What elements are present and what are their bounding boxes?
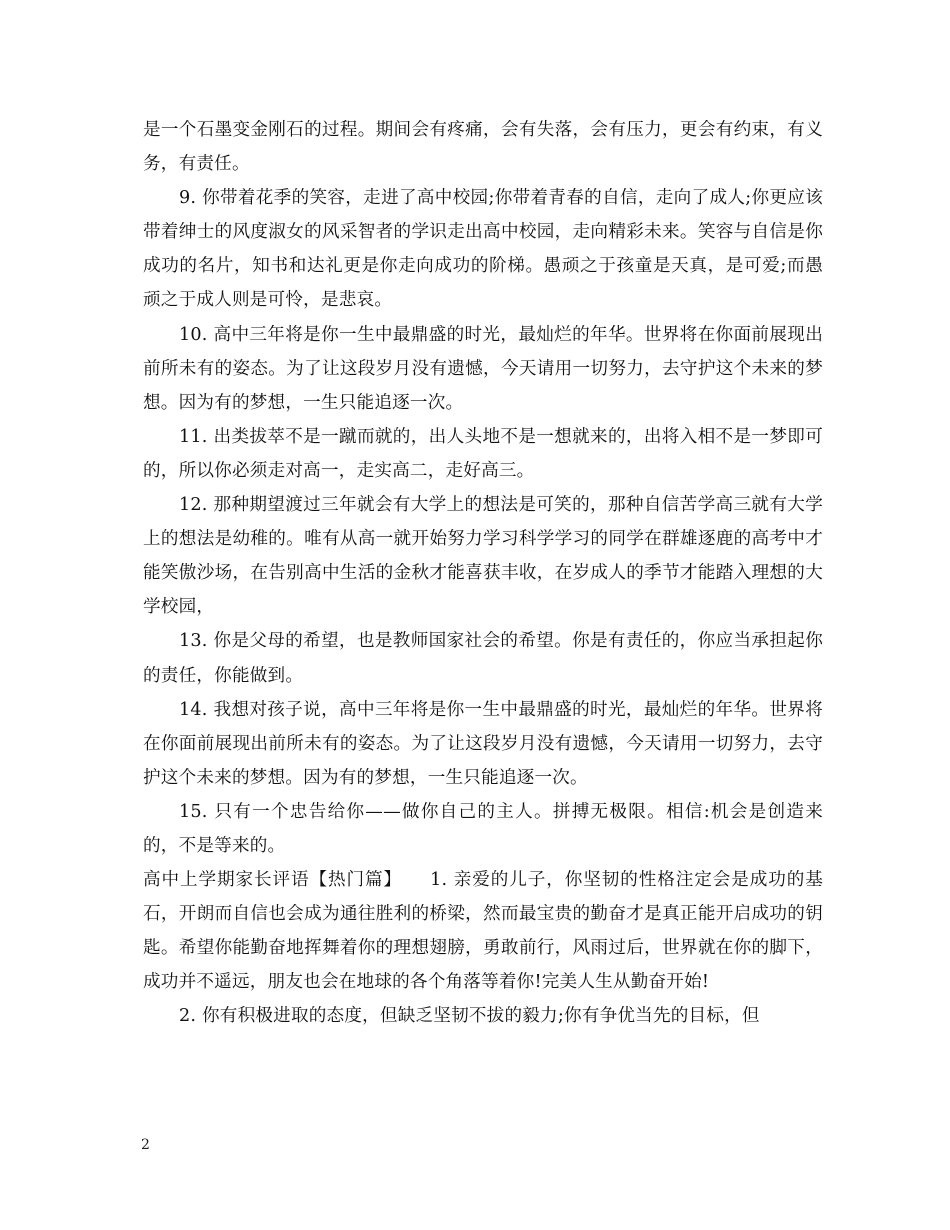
paragraph: 10. 高中三年将是你一生中最鼎盛的时光，最灿烂的年华。世界将在你面前展现出前所未有的姿态。为了让这段岁月没有遗憾，今天请用一切努力，去守护这个未来的梦想。因为有的梦想，一生只能追逐一次。: [143, 324, 823, 413]
paragraph: 13. 你是父母的希望，也是教师国家社会的希望。你是有责任的，你应当承担起你的责任，你能做到。: [143, 631, 823, 686]
paragraph: 2. 你有积极进取的态度，但缺乏坚韧不拔的毅力;你有争优当先的目标，但: [179, 1006, 760, 1027]
paragraph: 是一个石墨变金刚石的过程。期间会有疼痛，会有失落，会有压力，更会有约束，有义务，有责任。: [143, 120, 823, 175]
paragraph: 9. 你带着花季的笑容，走进了高中校园;你带着青春的自信，走向了成人;你更应该带着绅士的风度淑女的风采智者的学识走出高中校园，走向精彩未来。笑容与自信是你成功的名片，知书和达礼更是你走向成功的阶梯。愚顽之于孩童是天真，是可爱;而愚顽之于成人则是可怜，是悲哀。: [143, 188, 823, 311]
section-heading-paragraph: 高中上学期家长评语【热门篇】 1. 亲爱的儿子，你坚韧的性格注定会是成功的基石，开朗而自信也会成为通往胜利的桥梁，然而最宝贵的勤奋才是真正能开启成功的钥匙。希望你能勤奋地挥舞着你的理想翅膀，勇敢前行，风雨过后，世界就在你的脚下，成功并不遥远，朋友也会在地球的各个角落等着你!完美人生从勤奋开始!: [143, 870, 823, 993]
document-body: [143, 113, 823, 1034]
paragraph: 15. 只有一个忠告给你——做你自己的主人。拼搏无极限。相信:机会是创造来的，不是等来的。: [143, 801, 823, 856]
paragraph: 14. 我想对孩子说，高中三年将是你一生中最鼎盛的时光，最灿烂的年华。世界将在你面前展现出前所未有的姿态。为了让这段岁月没有遗憾，今天请用一切努力，去守护这个未来的梦想。因为有的梦想，一生只能追逐一次。: [143, 699, 823, 788]
page-number: 2: [141, 1137, 150, 1153]
paragraph: 12. 那种期望渡过三年就会有大学上的想法是可笑的，那种自信苦学高三就有大学上的想法是幼稚的。唯有从高一就开始努力学习科学学习的同学在群雄逐鹿的高考中才能笑傲沙场，在告别高中生活的金秋才能喜获丰收，在岁成人的季节才能踏入理想的大学校园，: [143, 495, 823, 618]
paragraph: 11. 出类拔萃不是一蹴而就的，出人头地不是一想就来的，出将入相不是一梦即可的，所以你必须走对高一，走实高二，走好高三。: [143, 426, 823, 481]
